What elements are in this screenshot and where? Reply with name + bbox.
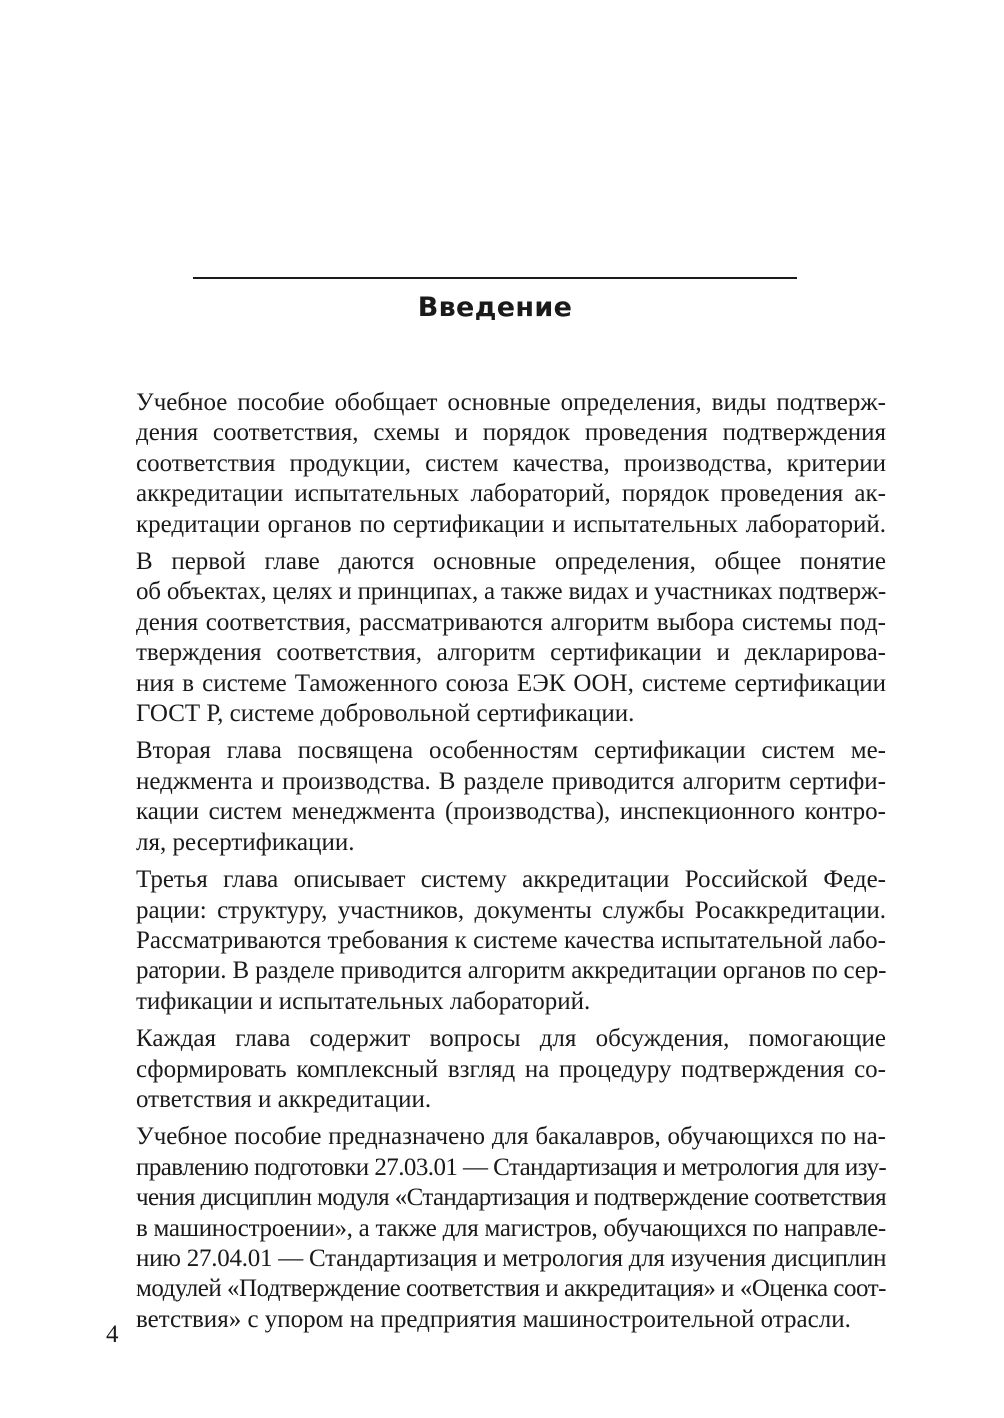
text-line: Учебное пособие предназначено для бакалавров, обучающихся по на-: [136, 1123, 886, 1151]
text-line: тификации и испытательных лабораторий.: [136, 987, 591, 1015]
text-line: Вторая глава посвящена особенностям сертификации систем ме-: [136, 737, 886, 765]
text-line: аккредитации испытательных лабораторий, порядок проведения ак-: [136, 480, 886, 508]
text-line: Каждая глава содержит вопросы для обсуждения, помогающие: [136, 1025, 886, 1053]
text-line: кредитации органов по сертификации и испытательных лабораторий.: [136, 510, 886, 538]
body-text: [106, 388, 886, 1342]
paragraph: [106, 865, 886, 1017]
page-title: Введение: [417, 292, 573, 323]
text-line: ответствия и аккредитации.: [136, 1085, 432, 1113]
text-line: об объектах, целях и принципах, а также видах и участниках подтверж-: [136, 578, 886, 606]
text-line: соответствия продукции, систем качества, производства, критерии: [136, 449, 886, 477]
paragraph: [106, 736, 886, 858]
text-line: рации: структуру, участников, документы службы Росаккредитации.: [136, 896, 886, 924]
text-line: ратории. В разделе приводится алгоритм аккредитации органов по сер-: [136, 957, 887, 985]
text-line: модулей «Подтверждение соответствия и аккредитация» и «Оценка соот-: [136, 1275, 886, 1303]
text-line: кации систем менеджмента (производства), инспекционного контро-: [136, 798, 886, 826]
text-line: чения дисциплин модуля «Стандартизация и подтверждение соответствия: [136, 1184, 886, 1212]
text-line: Рассматриваются требования к системе качества испытательной лабо-: [136, 926, 886, 954]
text-line: тверждения соответствия, алгоритм сертификации и декларирова-: [136, 639, 886, 667]
text-line: нию 27.04.01 — Стандартизация и метрология для изучения дисциплин: [136, 1244, 887, 1272]
text-line: правлению подготовки 27.03.01 — Стандартизация и метрология для изу-: [136, 1153, 887, 1181]
paragraph: [106, 1024, 886, 1115]
text-line: дения соответствия, схемы и порядок проведения подтверждения: [136, 419, 886, 447]
text-line: Учебное пособие обобщает основные определения, виды подтверж-: [136, 389, 886, 416]
text-line: Третья глава описывает систему аккредитации Российской Феде-: [136, 866, 886, 894]
page-number: 4: [106, 1321, 119, 1348]
paragraph: [106, 388, 886, 540]
text-line: неджмента и производства. В разделе приводится алгоритм сертифи-: [136, 767, 886, 795]
text-line: сформировать комплексный взгляд на процедуру подтверждения со-: [136, 1055, 886, 1083]
text-line: В первой главе даются основные определения, общее понятие: [136, 548, 886, 576]
text-line: в машиностроении», а также для магистров, обучающихся по направле-: [136, 1214, 886, 1242]
text-line: ветствия» с упором на предприятия машиностроительной отрасли.: [136, 1305, 851, 1333]
text-line: ГОСТ Р, системе добровольной сертификации.: [136, 700, 635, 728]
paragraph: [106, 547, 886, 729]
text-line: ля, ресертификации.: [136, 828, 355, 856]
text-line: дения соответствия, рассматриваются алгоритм выбора системы под-: [136, 608, 886, 636]
paragraph: [106, 1122, 886, 1335]
heading-rule: [193, 277, 797, 279]
text-line: ния в системе Таможенного союза ЕЭК ООН, системе сертификации: [136, 669, 886, 697]
